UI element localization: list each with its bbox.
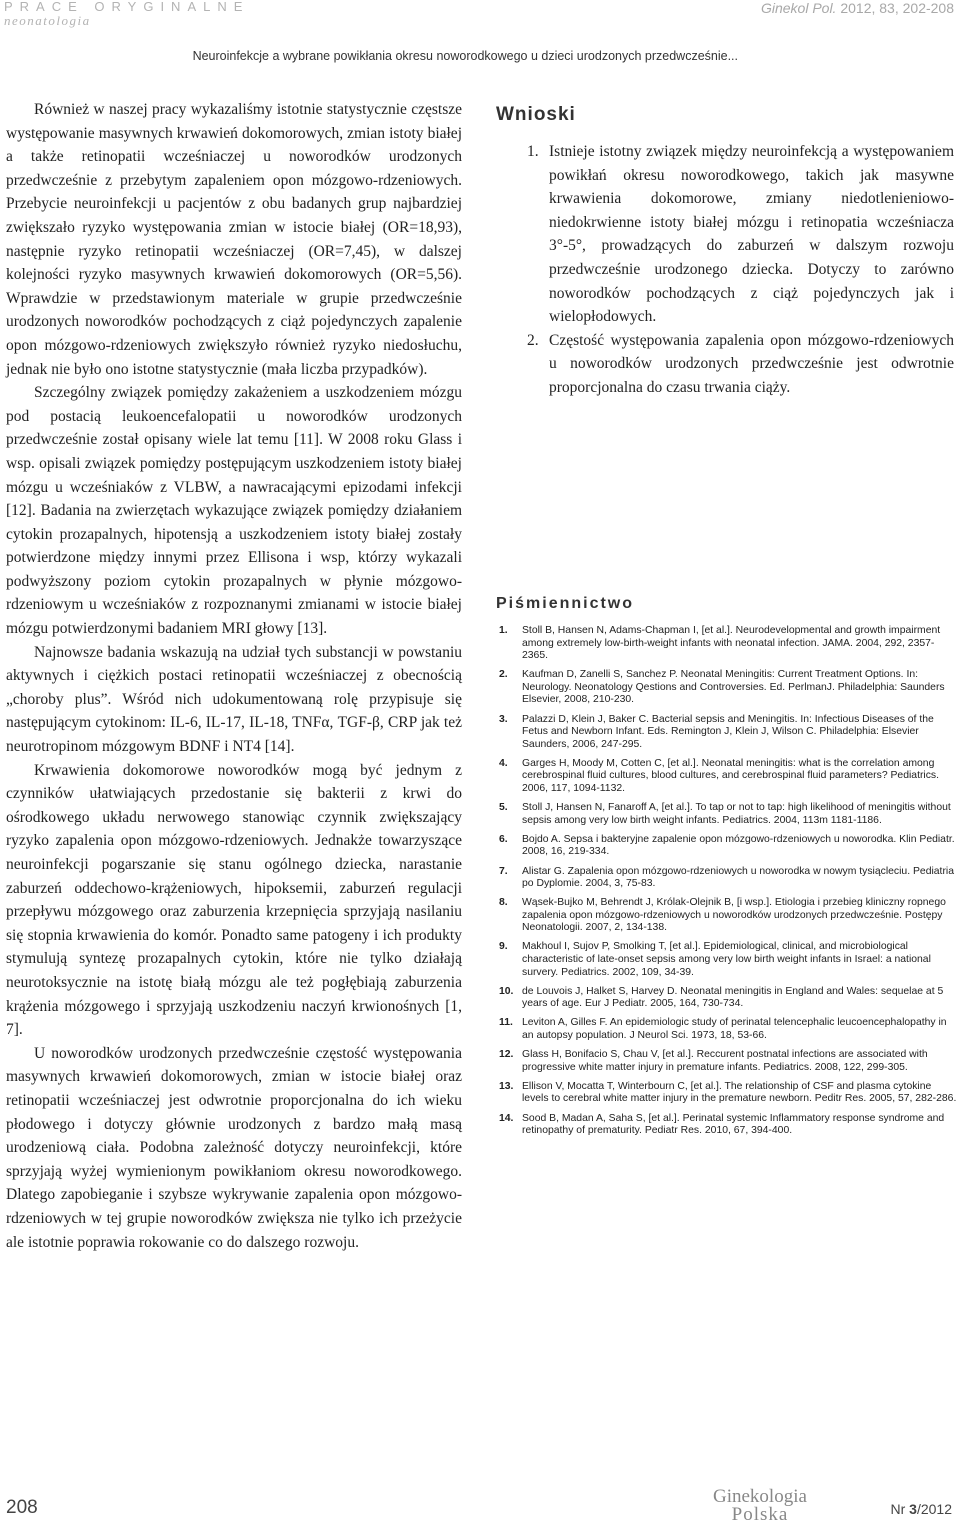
reference-number: 3.: [499, 713, 508, 725]
reference-number: 10.: [499, 985, 514, 997]
reference-text: Leviton A, Gilles F. An epidemiologic study of perinatal telencephalic leucoencephalopathy in an autopsy population. J Neurol Sci. 1973, 18, 53-66.: [522, 1017, 947, 1042]
conclusion-text: Istnieje istotny związek między neuroinfekcją a występowaniem powikłań okresu noworodkowego, takich jak masywne krwawienia dokomorowe, zmiany niedotlenieniowo-niedokrwienne istoty białej mózgu i retinopatia wcześniacza 3°-5°, prowadzących do zaburzeń w dalszym rozwoju przedwcześnie urodzonego dziecka. Dotyczy to zarówno noworodków pochodzących z ciąż pojedynczych jak i wielopłodowych.: [549, 143, 954, 326]
journal-logo: [713, 1488, 807, 1524]
reference-number: 2.: [499, 669, 508, 681]
reference-number: 13.: [499, 1080, 514, 1092]
reference-text: Makhoul I, Sujov P, Smolking T, [et al.]. Epidemiological, clinical, and microbiological characteristic of late-onset sepsis among very low birth weight infants in Israel: a national survery. Pediatrics. 2002, 109, 34-39.: [522, 941, 931, 978]
section-header: [4, 0, 249, 28]
section-label: PRACE ORYGINALNE: [4, 0, 250, 14]
conclusion-text: Częstość występowania zapalenia opon mózgowo-rdzeniowych u noworodków urodzonych przedwcześnie jest odwrotnie proporcjonalna do czasu trwania ciąży.: [549, 331, 954, 396]
conclusion-number: 2.: [527, 331, 539, 349]
reference-text: Sood B, Madan A, Saha S, [et al.]. Perinatal systemic Inflammatory response syndrome and retinopathy of prematurity. Pediatr Res. 2010, 67, 394-400.: [522, 1112, 945, 1137]
reference-item: [496, 714, 958, 752]
reference-item: [496, 1017, 958, 1042]
reference-number: 5.: [499, 802, 508, 814]
body-paragraph: Krwawienia dokomorowe noworodków mogą być jednym z czynników ułatwiających przedostanie się bakterii z krwi do ośrodkowego układu nerwowego stanowiąc czynnik zwiększający ryzyko zapalenia opon mózgowo-rdzeniowych. Jednakże towarzyszące neuroinfekcji pogarszanie się stanu ogólnego dziecka, narastanie zaburzeń oddechowo-krążeniowych, hipoksemii, zaburzeń regulacji przepływu mózgowego oraz zaburzenia krzepnięcia sprzyjają nasilaniu się stopnia krwawienia do komór. Ponadto same patogeny i ich produkty stymulują syntezę prozapalnych cytokin, które nie tylko działają neurotoksycznie na istotę białą mózgu ale też pogłębiają zaburzenia krążenia mózgowego i sprzyjają uszkodzeniu naczyń krwionośnych [1, 7].: [6, 761, 462, 1039]
issue-prefix: Nr: [890, 1501, 906, 1517]
running-title: Neuroinfekcje a wybrane powikłania okresu noworodkowego u dzieci urodzonych przedwcześnie...: [192, 49, 738, 63]
reference-item: [496, 669, 958, 707]
issue-number: 3: [909, 1501, 917, 1517]
reference-text: Bojdo A. Sepsa i bakteryjne zapalenie opon mózgowo-rdzeniowych u noworodka. Klin Pediatr. 2008, 16, 219-334.: [522, 833, 955, 858]
reference-number: 9.: [499, 941, 508, 953]
references-heading: Piśmiennictwo: [496, 595, 635, 612]
reference-text: Ellison V, Mocatta T, Winterbourn C, [et al.]. The relationship of CSF and plasma cytokine levels to cerebral white matter injury in the premature newborn. Peditr Res. 2005, 57, 282-286.: [522, 1080, 957, 1105]
reference-item: [496, 986, 958, 1011]
issue-year: /2012: [916, 1501, 952, 1517]
logo-line-1: Ginekologia: [713, 1486, 807, 1507]
reference-text: Alistar G. Zapalenia opon mózgowo-rdzeniowych u noworodka w nowym tysiącleciu. Pediatria po Dyplomie. 2004, 3, 75-83.: [522, 865, 954, 890]
reference-number: 1.: [499, 625, 508, 636]
journal-name: Ginekol Pol.: [760, 0, 837, 16]
reference-item: [496, 866, 958, 891]
reference-item: [496, 941, 958, 979]
reference-number: 8.: [499, 897, 508, 909]
reference-item: [496, 758, 958, 796]
reference-item: [496, 1113, 958, 1138]
reference-number: 7.: [499, 865, 508, 877]
reference-item: [496, 1049, 958, 1074]
reference-text: Wąsek-Bujko M, Behrendt J, Królak-Olejnik B, [i wsp.]. Etiologia i przebieg kliniczny ropnego zapalenia opon mózgowo-rdzeniowych u noworodków urodzonych przedwcześnie. Postępy Neonatologii. 2007, 2, 134-138.: [522, 897, 946, 934]
reference-item: [496, 1081, 958, 1106]
body-paragraph: Najnowsze badania wskazują na udział tych substancji w powstaniu aktywnych i ciężkich postaci retinopatii wcześniaczej z obecnością „choroby plus”. Wśród nich udokumentowaną rolę przypisuje się następującym cytokinom: IL-6, IL-17, IL-18, TNFα, TGF-β, CRP jak też neurotropinom mózgowym BDNF i NT4 [14].: [6, 643, 462, 756]
conclusions-section: [496, 104, 954, 400]
reference-text: Stoll J, Hansen N, Fanaroff A, [et al.]. To tap or not to tap: high likelihood of meningitis without sepsis among very low birth weight infants. Pediatrics. 2004, 113m 1181-1186.: [522, 802, 951, 826]
conclusion-item: [496, 140, 954, 329]
reference-item: [496, 834, 958, 859]
reference-item: [496, 625, 958, 663]
reference-number: 14.: [499, 1112, 514, 1124]
reference-item: [496, 802, 958, 827]
reference-text: Glass H, Bonifacio S, Chau V, [et al.]. Reccurent postnatal infections are associated with progressive white matter injury in premature infants. Pediatrics. 2008, 122, 299-305.: [522, 1049, 928, 1073]
logo-line-2: Polska: [731, 1504, 789, 1525]
reference-text: Kaufman D, Zanelli S, Sanchez P. Neonatal Meningitis: Current Treatment Options. In: Neurology. Neonatology Qestions and Controversies. Ed. PerlmanJ. Philadelphia: Saunders Elsevier, 2008, 210-230.: [522, 669, 945, 706]
references-list: [496, 625, 958, 1138]
body-paragraph: Również w naszej pracy wykazaliśmy istotnie statystycznie częstsze występowanie masywnych krwawień dokomorowych, zmian istoty białej a także retinopatii wcześniaczej u noworodków urodzonych przedwcześnie z przebytym zapaleniem opon mózgowo-rdzeniowych. Przebycie neuroinfekcji u pacjentów z obu badanych grup najbardziej zwiększało ryzyko występowania zmian w istocie białej (OR=18,93), następnie ryzyko retinopatii wcześniaczej (OR=7,45), w dalszej kolejności ryzyko masywnych krwawień dokomorowych (OR=5,56). Wprawdzie w przedstawionym materiale w grupie przedwcześnie urodzonych noworodków pochodzących z ciąż pojedynczych zapalenie opon mózgowo-rdzeniowych zwiększyło również ryzyko niedosłuchu, jednak nie było ono istotne statystycznie (mała liczba przypadków).: [6, 101, 462, 378]
reference-number: 12.: [499, 1049, 514, 1061]
reference-number: 11.: [499, 1017, 513, 1029]
conclusion-item: [496, 329, 954, 400]
issue-label: [890, 1501, 952, 1517]
conclusion-number: 1.: [527, 143, 539, 160]
reference-number: 6.: [499, 833, 508, 845]
reference-number: 4.: [499, 757, 508, 769]
page-number: 208: [6, 1497, 38, 1518]
conclusions-heading: Wnioski: [496, 104, 576, 125]
reference-text: Stoll B, Hansen N, Adams-Chapman I, [et al.]. Neurodevelopmental and growth impairment among extremely low-birth-weight infants with neonatal infection. JAMA. 2004, 292, 2357-2365.: [522, 625, 941, 662]
reference-item: [496, 897, 958, 935]
conclusions-list: [496, 140, 954, 400]
reference-text: Garges H, Moody M, Cotten C, [et al.]. Neonatal meningitis: what is the correlation among cerebrospinal fluid cultures, blood cultures, and cerebrospinal fluid parameters? Pediatrics. 2006, 117, 1094-1132.: [522, 757, 940, 795]
body-paragraph: U noworodków urodzonych przedwcześnie częstość występowania masywnych krwawień dokomorowych, zmian w istocie białej oraz retinopatii wcześniaczej jest odwrotnie proporcjonalna do ich wieku płodowego i dotyczy głównie urodzonych z bardzo małą masą urodzeniową ciała. Podobna zależność dotyczy neuroinfekcji, które sprzyjają wyżej wymienionym powikłaniom okresu noworodkowego. Dlatego zapobieganie i szybsze wykrywanie zapalenia opon mózgowo-rdzeniowych w tej grupie noworodków zwiększa nie tylko ich przeżycie ale istotnie poprawia rokowanie co do dalszego rozwoju.: [6, 1044, 462, 1251]
references-section: [496, 595, 958, 1144]
body-paragraph: Szczególny związek pomiędzy zakażeniem a uszkodzeniem mózgu pod postacią leukoencefalopatii u noworodków urodzonych przedwcześnie został opisany wiele lat temu [11]. W 2008 roku Glass i wsp. opisali związek pomiędzy postępującym uszkodzeniem istoty białej mózgu u wcześniaków z VLBW, a nawracającymi epizodami infekcji [12]. Badania na zwierzętach wykazujące związek pomiędzy działaniem cytokin prozapalnych, hipotensją a uszkodzeniem istoty białej zostały potwierdzone między innymi przez Ellisona i wsp, którzy wykazali podwyższony poziom cytokin prozapalnych w płynie mózgowo-rdzeniowym u wcześniaków z rozpoznanymi zmianami w istocie białej mózgu potwierdzonymi badaniem MRI głowy [13].: [6, 384, 462, 638]
journal-citation: [761, 0, 954, 16]
reference-text: Palazzi D, Klein J, Baker C. Bacterial sepsis and Meningitis. In: Infectious Diseases of the Fetus and Newborn Infant. Eds. Remington J, Klein J, Wilson C. Philadelphia: Elsevier Saunders, 2006, 247-295.: [522, 713, 934, 750]
citation-details: 2012, 83, 202-208: [840, 0, 954, 16]
reference-text: de Louvois J, Halket S, Harvey D. Neonatal meningitis in England and Wales: sequelae at 5 years of age. Eur J Pediatr. 2005, 164, 730-734.: [522, 985, 944, 1010]
subsection-label: neonatologia: [4, 13, 91, 28]
article-body: [6, 98, 462, 1254]
